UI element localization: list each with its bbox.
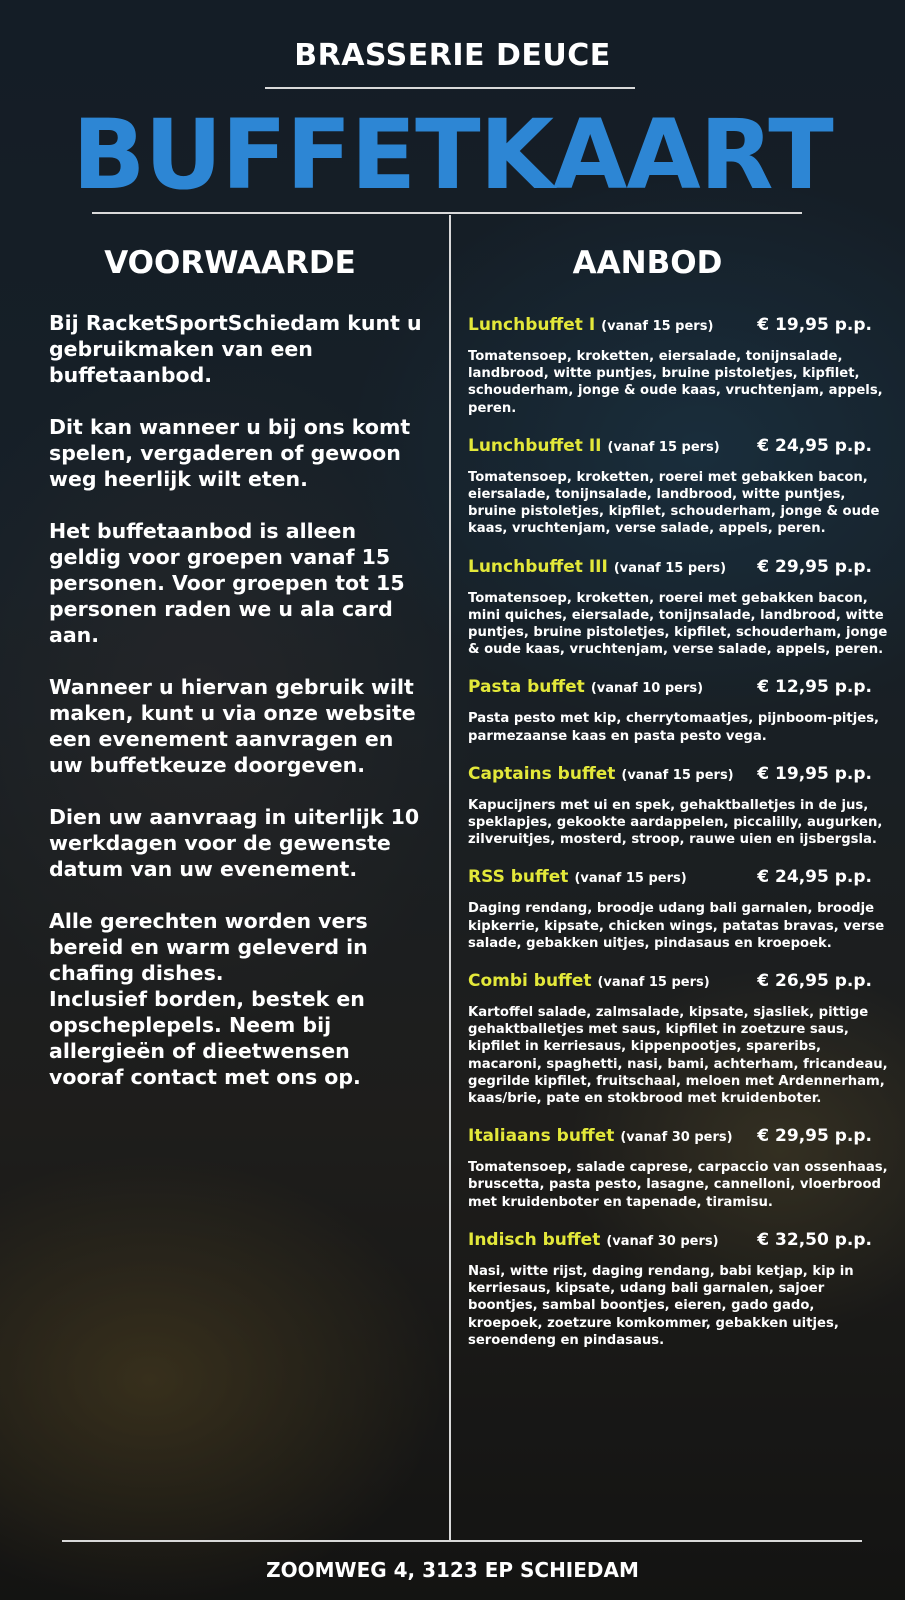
buffet-condition: (vanaf 15 pers): [613, 560, 727, 576]
buffet-name: Pasta buffet: [468, 677, 585, 698]
buffet-price: € 19,95 p.p.: [757, 315, 872, 335]
buffet-condition: (vanaf 15 pers): [601, 319, 714, 334]
buffet-name: RSS buffet: [468, 867, 569, 888]
buffet-description: Kartoffel salade, zalmsalade, kipsate, sjasliek, pittige gehaktballetjes met saus, kipfilet in zoetzure saus, kipfilet in kerriesaus, kippenpootjes, spareribs, macaroni, spaghetti, nasi, bami, achterham, fricandeau, gegrilde kipfilet, fruitschaal, meloen met Ardennerham, kaas/brie, pate en stokbrood met kruidenboter.: [468, 1005, 888, 1107]
conditions-paragraph: Alle gerechten worden vers bereid en warm geleverd in chafing dishes.: [49, 909, 368, 985]
buffet-name: Lunchbuffet II: [468, 435, 602, 456]
buffet-price: € 32,50 p.p.: [757, 1229, 872, 1250]
buffet-name: Combi buffet: [468, 971, 592, 992]
buffet-item: [468, 1123, 888, 1211]
buffet-name: Captains buffet: [468, 763, 616, 784]
conditions-paragraph: Bij RacketSportSchiedam kunt u gebruikmaken van een buffetaanbod.: [49, 311, 422, 387]
divider-top: [265, 87, 635, 89]
buffet-condition: (vanaf 15 pers): [574, 871, 687, 887]
buffet-description: Tomatensoep, kroketten, roerei met gebakken bacon, mini quiches, eiersalade, tonijnsalade, landbrood, witte puntjes, bruine pistoletjes, kipfilet, schouderham, jonge & oude kaas, vruchtenjam, verse salade, appels, peren.: [468, 590, 888, 658]
buffet-price: € 26,95 p.p.: [757, 971, 872, 992]
buffet-name: Italiaans buffet: [468, 1126, 615, 1147]
buffet-condition: (vanaf 15 pers): [597, 975, 710, 991]
conditions-heading: VOORWAARDE: [104, 245, 356, 281]
conditions-paragraph: Inclusief borden, bestek en opscheplepels. Neem bij allergieën of dieetwensen vooraf contact met ons op.: [49, 987, 365, 1089]
buffet-name: Lunchbuffet I: [468, 315, 596, 335]
buffet-item: [468, 433, 888, 538]
buffet-description: Tomatensoep, kroketten, roerei met gebakken bacon, eiersalade, tonijnsalade, landbrood, witte puntjes, bruine pistoletjes, kipfilet, schouderham, jonge & oude kaas, vruchtenjam, verse salade, appels, peren.: [468, 469, 880, 537]
buffet-item-header: [468, 761, 888, 787]
buffet-condition: (vanaf 30 pers): [606, 1233, 719, 1249]
divider-footer: [62, 1540, 862, 1542]
buffet-description: Tomatensoep, kroketten, eiersalade, tonijnsalade, landbrood, witte puntjes, bruine pistoletjes, kipfilet, schouderham, jonge & oude kaas, vruchtenjam, appels, peren.: [468, 349, 883, 416]
offer-column: [468, 312, 888, 1365]
buffet-item-header: [468, 312, 888, 338]
buffet-price: € 24,95 p.p.: [757, 867, 872, 888]
buffet-price: € 12,95 p.p.: [757, 677, 872, 698]
buffet-condition: (vanaf 15 pers): [621, 767, 734, 783]
conditions-column: [49, 310, 424, 1090]
buffet-name: Indisch buffet: [468, 1229, 601, 1250]
conditions-paragraph: Het buffetaanbod is alleen geldig voor groepen vanaf 15 personen. Voor groepen tot 15 personen raden we u ala card aan.: [49, 519, 405, 647]
buffet-item: [468, 554, 888, 659]
buffet-item: [468, 761, 888, 849]
buffet-description: Kapucijners met ui en spek, gehaktballetjes in de jus, speklapjes, gekookte aardappelen, piccalilly, augurken, zilveruitjes, mosterd, stroop, rauwe uien en ijsbergsla.: [468, 797, 883, 848]
buffet-item-header: [468, 1123, 888, 1149]
buffet-description: Pasta pesto met kip, cherrytomaatjes, pijnboom-pitjes, parmezaanse kaas en pasta pesto vega.: [468, 711, 880, 744]
buffet-description: Nasi, witte rijst, daging rendang, babi ketjap, kip in kerriesaus, kipsate, udang bali garnalen, sajoer boontjes, sambal boontjes, eieren, gado gado, kroepoek, zoetzure komkommer, gebakken uitjes, seroendeng en pindasaus.: [468, 1263, 854, 1348]
brand-name: BRASSERIE DEUCE: [294, 38, 611, 73]
conditions-paragraph: Dien uw aanvraag in uiterlijk 10 werkdagen voor de gewenste datum van uw evenement.: [49, 805, 420, 881]
buffet-item-header: [468, 674, 888, 700]
conditions-paragraph: Wanneer u hiervan gebruik wilt maken, kunt u via onze website een evenement aanvragen en uw buffetkeuze doorgeven.: [49, 675, 416, 777]
buffet-condition: (vanaf 15 pers): [607, 439, 720, 455]
buffet-item: [468, 312, 888, 417]
address: ZOOMWEG 4, 3123 EP SCHIEDAM: [266, 1558, 639, 1582]
page-title: BUFFETKAART: [72, 99, 833, 211]
buffet-description: Daging rendang, broodje udang bali garnalen, broodje kipkerrie, kipsate, chicken wings, patatas bravas, verse salade, gebakken uitjes, pindasaus en kroepoek.: [468, 901, 885, 951]
buffet-price: € 24,95 p.p.: [757, 435, 872, 456]
buffet-item: [468, 968, 888, 1107]
buffet-item-header: [468, 864, 888, 890]
buffet-price: € 29,95 p.p.: [757, 1126, 872, 1147]
buffet-name: Lunchbuffet III: [468, 556, 608, 577]
divider-header: [92, 212, 802, 214]
buffet-item-header: [468, 1227, 888, 1253]
offer-heading: AANBOD: [572, 245, 723, 281]
buffet-price: € 19,95 p.p.: [757, 763, 872, 784]
buffet-condition: (vanaf 10 pers): [590, 681, 704, 697]
buffet-item: [468, 674, 888, 744]
buffet-condition: (vanaf 30 pers): [620, 1130, 733, 1146]
buffet-item-header: [468, 554, 888, 580]
buffet-item: [468, 864, 888, 952]
buffet-description: Tomatensoep, salade caprese, carpaccio van ossenhaas, bruscetta, pasta pesto, lasagne, cannelloni, vloerbrood met kruidenboter en tapenade, tiramisu.: [468, 1160, 888, 1210]
buffet-price: € 29,95 p.p.: [757, 556, 872, 577]
buffet-item-header: [468, 433, 888, 459]
column-divider: [449, 215, 451, 1540]
buffet-item: [468, 1227, 888, 1349]
buffet-item-header: [468, 968, 888, 994]
conditions-paragraph: Dit kan wanneer u bij ons komt spelen, vergaderen of gewoon weg heerlijk wilt eten.: [49, 415, 411, 491]
